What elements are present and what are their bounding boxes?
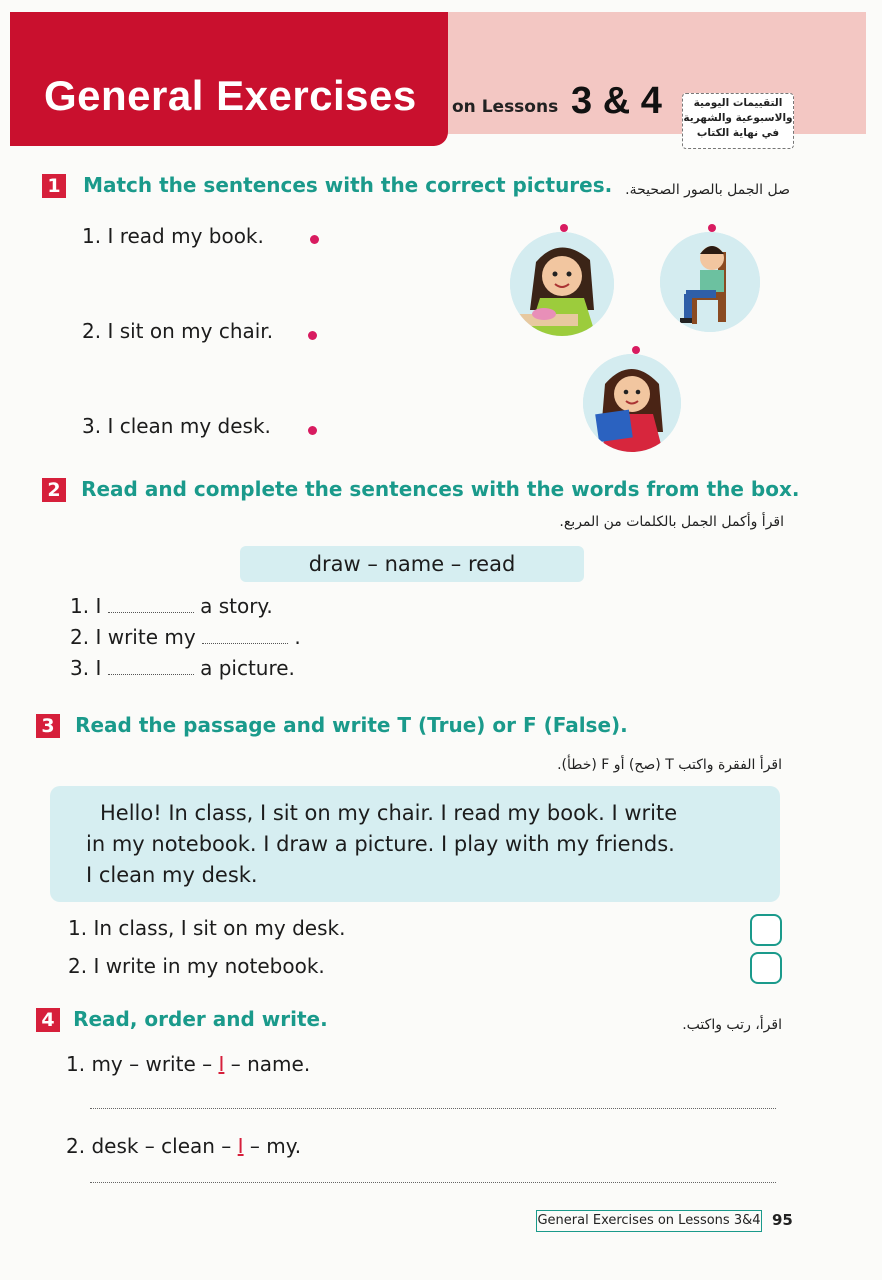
passage-line: in my notebook. I draw a picture. I play with my friends. xyxy=(86,832,675,856)
order-words-start: 1. my – write – xyxy=(66,1052,219,1076)
match-dot-picture-1[interactable] xyxy=(560,224,568,232)
arabic-note-line: التقييمات اليومية xyxy=(693,97,783,109)
section-1-arabic: صل الجمل بالصور الصحيحة. xyxy=(625,182,790,198)
sentence-start: I xyxy=(95,594,102,618)
answer-blank[interactable] xyxy=(108,598,194,613)
section-title: Read and complete the sentences with the words from the box. xyxy=(81,477,800,501)
boy-on-chair-icon xyxy=(660,232,760,332)
match-dot-picture-3[interactable] xyxy=(632,346,640,354)
section-title: Match the sentences with the correct pictures. xyxy=(83,173,613,197)
section-3-header xyxy=(36,713,628,738)
item-number: 2. xyxy=(70,625,90,649)
sentence-start: I write my xyxy=(95,625,196,649)
section-number: 2 xyxy=(42,478,66,502)
fill-sentence-1 xyxy=(70,594,273,618)
match-dot-sentence-3[interactable] xyxy=(308,426,317,435)
order-item-2 xyxy=(66,1134,301,1158)
match-dot-sentence-1[interactable] xyxy=(310,235,319,244)
item-number: 1. xyxy=(70,594,90,618)
arabic-note-line: والاسبوعية والشهرية xyxy=(683,112,793,124)
girl-cleaning-desk-icon xyxy=(510,232,614,336)
highlighted-word: I xyxy=(237,1134,244,1158)
order-words-start: 2. desk – clean – xyxy=(66,1134,238,1158)
arabic-note-line: في نهاية الكتاب xyxy=(696,127,780,139)
sentence-end: a story. xyxy=(200,594,273,618)
order-words-end: – name. xyxy=(224,1052,311,1076)
section-title: Read the passage and write T (True) or F (False). xyxy=(75,713,628,737)
footer-label: General Exercises on Lessons 3&4 xyxy=(536,1210,762,1232)
sentence-end: a picture. xyxy=(200,656,295,680)
passage-line: Hello! In class, I sit on my chair. I read my book. I write xyxy=(100,801,678,825)
item-number: 3. xyxy=(70,656,90,680)
answer-box-1[interactable] xyxy=(750,914,782,946)
fill-sentence-3 xyxy=(70,656,295,680)
section-3-arabic: اقرأ الفقرة واكتب T (صح) أو F (خطأ). xyxy=(557,757,782,773)
girl-reading-icon xyxy=(583,354,681,452)
answer-line-2[interactable] xyxy=(90,1182,776,1183)
match-dot-sentence-2[interactable] xyxy=(308,331,317,340)
section-2-header xyxy=(42,477,799,502)
order-words-end: – my. xyxy=(243,1134,302,1158)
match-sentence-3: 3. I clean my desk. xyxy=(82,414,271,438)
order-item-1 xyxy=(66,1052,310,1076)
word-box: draw – name – read xyxy=(240,546,584,582)
girl-reading-book-picture xyxy=(583,354,681,452)
page-subtitle: on Lessons xyxy=(452,97,559,117)
section-number: 4 xyxy=(36,1008,60,1032)
section-title: Read, order and write. xyxy=(73,1007,328,1031)
section-1-header xyxy=(42,173,612,198)
answer-blank[interactable] xyxy=(202,629,288,644)
passage-line: I clean my desk. xyxy=(86,863,258,887)
true-false-statement-2: 2. I write in my notebook. xyxy=(68,954,325,978)
section-number: 3 xyxy=(36,714,60,738)
true-false-statement-1: 1. In class, I sit on my desk. xyxy=(68,916,346,940)
arabic-assessment-note xyxy=(682,93,794,149)
section-4-header xyxy=(36,1007,328,1032)
section-2-arabic: اقرأ وأكمل الجمل بالكلمات من المربع. xyxy=(559,514,784,530)
section-4-arabic: اقرأ، رتب واكتب. xyxy=(682,1017,782,1033)
fill-sentence-2 xyxy=(70,625,301,649)
girl-cleaning-desk-picture xyxy=(510,232,614,336)
match-sentence-1: 1. I read my book. xyxy=(82,224,264,248)
sentence-end: . xyxy=(294,625,301,649)
sentence-start: I xyxy=(95,656,102,680)
answer-blank[interactable] xyxy=(108,660,194,675)
match-sentence-2: 2. I sit on my chair. xyxy=(82,319,274,343)
page-title: General Exercises xyxy=(44,72,417,119)
lesson-numbers: 3 & 4 xyxy=(571,80,662,122)
highlighted-word: I xyxy=(218,1052,225,1076)
match-dot-picture-2[interactable] xyxy=(708,224,716,232)
reading-passage xyxy=(50,786,780,902)
boy-sitting-on-chair-picture xyxy=(660,232,760,332)
answer-line-1[interactable] xyxy=(90,1108,776,1109)
section-number: 1 xyxy=(42,174,66,198)
answer-box-2[interactable] xyxy=(750,952,782,984)
page-number: 95 xyxy=(772,1211,793,1229)
